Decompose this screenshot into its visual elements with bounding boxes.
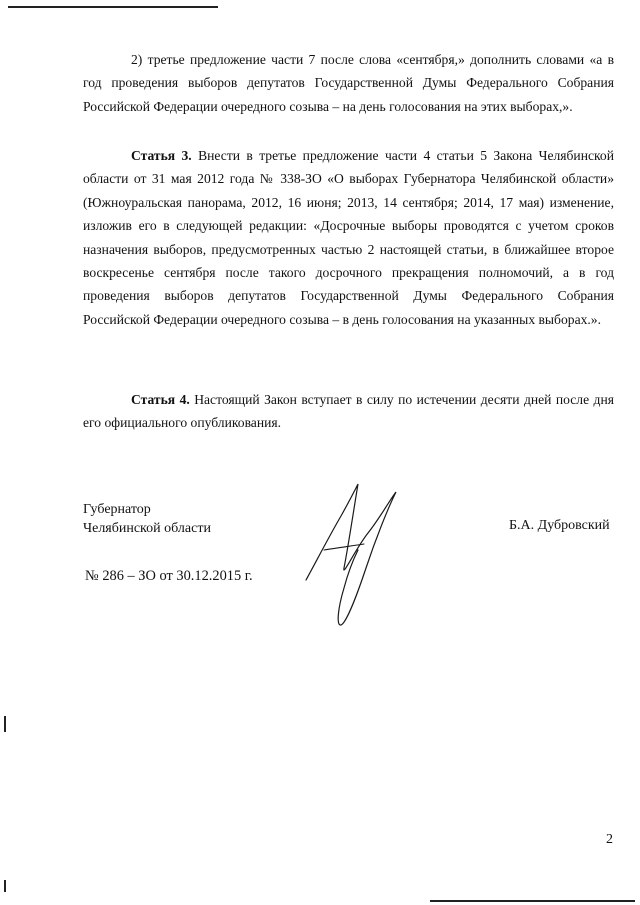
- scan-bottom-line: [430, 900, 635, 902]
- position-line-1: Губернатор: [83, 502, 151, 517]
- article-3-label: Статья 3.: [131, 148, 192, 163]
- scan-left-mark: [4, 716, 6, 732]
- scan-top-line: [8, 6, 218, 8]
- article-4-text: Настоящий Закон вступает в силу по истечении десяти дней после дня его официального опубликования.: [83, 392, 615, 431]
- article-3-text: Внести в третье предложение части 4 статьи 5 Закона Челябинской области от 31 мая 2012 года № 338-ЗО «О выборах Губернатора Челябинской области» (Южноуральская панорама, 2012, 16 июня; 2013, 14 сентября; 2014, 17 мая) изменение, изложив его в следующей редакции: «Досрочные выборы проводятся с учетом сроков назначения выборов, предусмотренных частью 2 настоящей статьи, в ближайшее второе воскресенье сентября после такого досрочного прекращения полномочий, а в год проведения выборов депутатов Государственной Думы Федерального Собрания Российской Федерации очередного созыва – в день голосования на указанных выборах.».: [83, 148, 614, 327]
- handwritten-signature: [296, 478, 406, 628]
- article-4-label: Статья 4.: [131, 392, 190, 407]
- article-3: [83, 144, 614, 331]
- paragraph-text: 2) третье предложение части 7 после слова «сентября,» дополнить словами «а в год проведения выборов депутатов Государственной Думы Федерального Собрания Российской Федерации очередного созыва – на день голосования на этих выборах,».: [83, 52, 614, 114]
- scan-left-mark-bottom: [4, 880, 6, 892]
- position-line-2: Челябинской области: [83, 521, 211, 536]
- paragraph-amendment-2: [83, 48, 614, 118]
- signatory-position: [83, 500, 211, 538]
- article-4: [83, 388, 614, 435]
- page-number: 2: [606, 832, 613, 847]
- law-number: № 286 – ЗО от 30.12.2015 г.: [85, 568, 253, 584]
- signatory-name: Б.А. Дубровский: [509, 518, 610, 533]
